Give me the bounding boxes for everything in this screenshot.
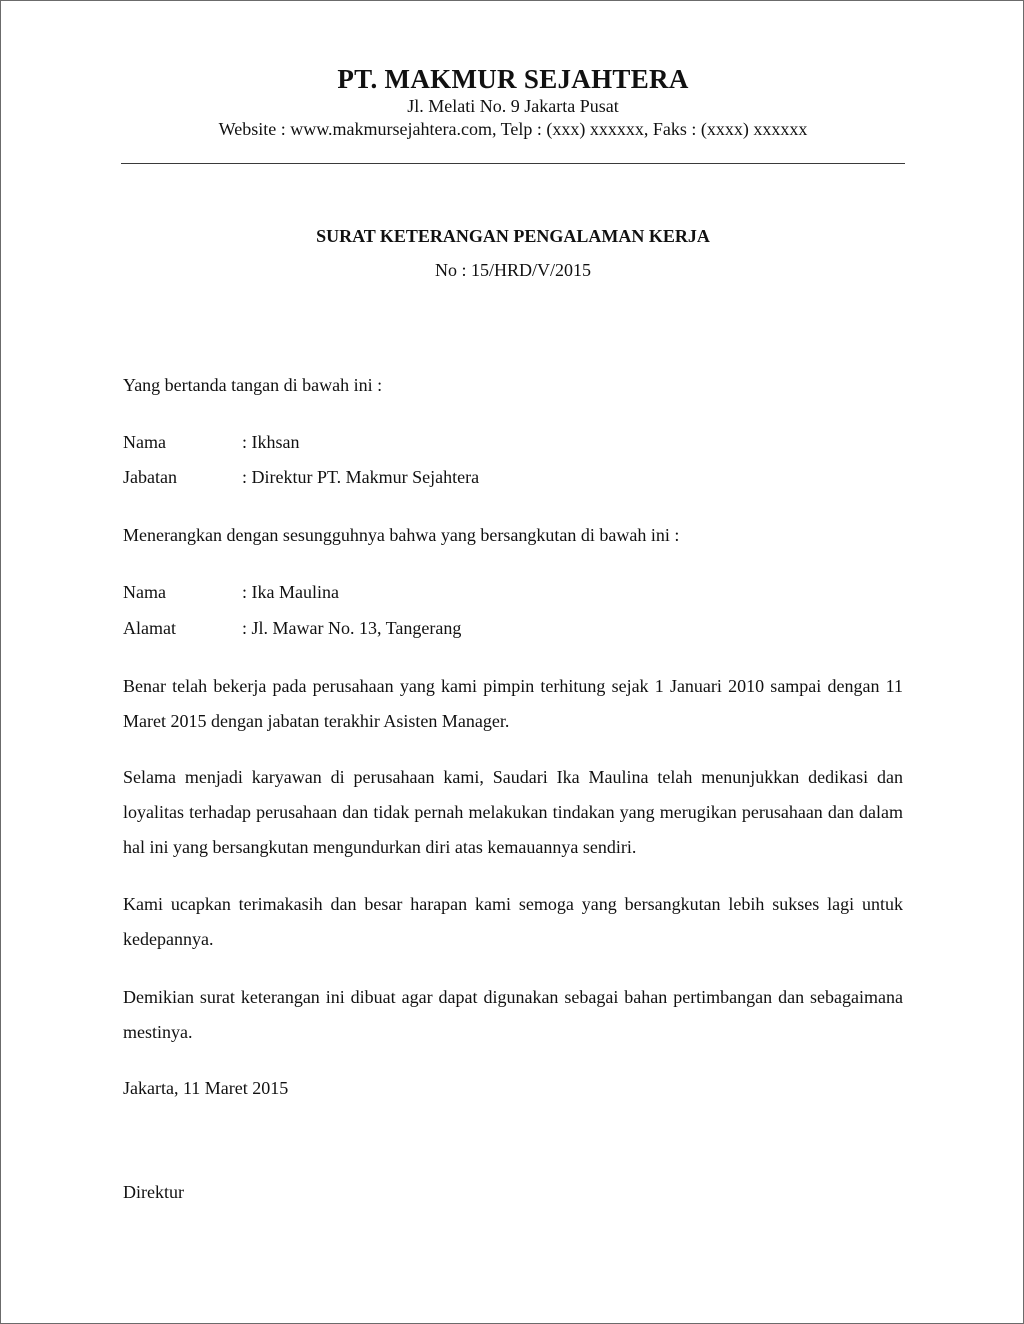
intro-line: Yang bertanda tangan di bawah ini :	[123, 375, 383, 395]
thanks-paragraph: Kami ucapkan terimakasih dan besar harapan kami semoga yang bersangkutan lebih sukses lagi untuk kedepannya.	[123, 894, 903, 949]
dedication-paragraph: Selama menjadi karyawan di perusahaan kami, Saudari Ika Maulina telah menunjukkan dedikasi dan loyalitas terhadap perusahaan dan tidak pernah melakukan tindakan yang merugikan perusahaan dan dalam hal ini yang bersangkutan mengundurkan diri atas kemauannya sendiri.	[123, 767, 903, 857]
signature-title: Direktur	[123, 1182, 184, 1202]
place-date: Jakarta, 11 Maret 2015	[123, 1078, 289, 1098]
company-address: Jl. Melati No. 9 Jakarta Pusat	[407, 96, 619, 116]
employee-address-value: : Jl. Mawar No. 13, Tangerang	[242, 618, 462, 638]
statement-line: Menerangkan dengan sesungguhnya bahwa yang bersangkutan di bawah ini :	[123, 525, 680, 545]
employment-paragraph: Benar telah bekerja pada perusahaan yang kami pimpin terhitung sejak 1 Januari 2010 sampai dengan 11 Maret 2015 dengan jabatan terakhir Asisten Manager.	[123, 676, 903, 731]
employee-name-value: : Ika Maulina	[242, 582, 339, 602]
company-name: PT. MAKMUR SEJAHTERA	[337, 64, 689, 94]
signatory-name-value: : Ikhsan	[242, 432, 300, 452]
signatory-name-label: Nama	[123, 432, 166, 452]
employee-name-label: Nama	[123, 582, 166, 602]
document-title: SURAT KETERANGAN PENGALAMAN KERJA	[316, 226, 710, 246]
closing-paragraph: Demikian surat keterangan ini dibuat agar dapat digunakan sebagai bahan pertimbangan dan sebagaimana mestinya.	[123, 987, 903, 1042]
letterhead-divider	[121, 163, 905, 164]
company-contact: Website : www.makmursejahtera.com, Telp : (xxx) xxxxxx, Faks : (xxxx) xxxxxx	[218, 119, 808, 139]
signatory-position-value: : Direktur PT. Makmur Sejahtera	[242, 467, 480, 487]
document-number: No : 15/HRD/V/2015	[434, 260, 591, 280]
employee-address-label: Alamat	[123, 618, 176, 638]
signatory-position-label: Jabatan	[123, 467, 177, 487]
